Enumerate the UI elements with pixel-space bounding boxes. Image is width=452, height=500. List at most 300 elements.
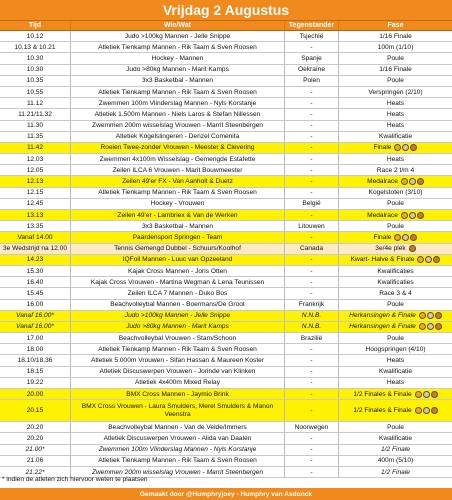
cell-time-text: Vanaf 16.00* <box>16 312 54 320</box>
cell-phase <box>339 232 452 242</box>
cell-phase <box>339 154 452 164</box>
cell-opponent-text: - <box>310 144 313 152</box>
table-row <box>0 311 452 322</box>
cell-opponent-text: Brazilië <box>300 334 323 342</box>
cell-event-text: BMX Cross Mannen - Jaymio Brink <box>126 390 229 398</box>
cell-phase-text: Poule <box>387 334 404 342</box>
cell-phase-text: Verspringen (2/10) <box>368 88 423 96</box>
bronze-medal-icon <box>409 245 416 252</box>
cell-event-text: Zwemmen 200m wisselslag Vrouwen - Marrit Steenbergen <box>91 468 264 476</box>
cell-event-text: Beachvolleybal Mannen - Van de Velde/Immers <box>108 423 247 431</box>
cell-event-text: IQFoil Mannen - Luuc van Opzeeland <box>122 256 233 264</box>
cell-event <box>71 433 285 443</box>
cell-time-text: 20.15 <box>26 407 44 415</box>
cell-phase <box>339 87 452 97</box>
cell-opponent <box>285 389 339 399</box>
cell-phase <box>339 31 452 41</box>
cell-opponent <box>285 143 339 153</box>
cell-phase <box>339 53 452 63</box>
cell-phase-text: Kwalificatie <box>379 368 412 376</box>
cell-event-text: Tennis Gemengd Dubbel - Schuurs/Koolhof <box>114 245 241 253</box>
table-row <box>0 445 452 456</box>
cell-time <box>0 255 71 265</box>
cell-phase <box>339 422 452 432</box>
cell-phase-text: Kwalificaties <box>377 278 414 286</box>
table-row <box>0 98 452 109</box>
medal-icons <box>418 312 442 319</box>
cell-event <box>71 132 285 142</box>
cell-event-text: Zwemmen 200m wisselslag Vrouwen - Marrit Steenbergen <box>92 122 263 130</box>
cell-time <box>0 433 71 443</box>
cell-phase <box>339 389 452 399</box>
cell-opponent <box>285 76 339 86</box>
table-row <box>0 199 452 210</box>
cell-time <box>0 132 71 142</box>
cell-opponent-text: Litouwen <box>298 222 325 230</box>
cell-time-text: 18.00 <box>26 345 44 353</box>
table-row <box>0 65 452 76</box>
cell-time-text: 10.12 <box>26 32 44 40</box>
cell-phase-text: Kwalificatie <box>379 434 412 442</box>
cell-time <box>0 42 71 52</box>
cell-opponent-text: - <box>310 110 313 118</box>
header-wiewat: Wie/Wat <box>71 21 285 30</box>
cell-time <box>0 143 71 153</box>
cell-event <box>71 400 285 421</box>
cell-phase-text: 1/16 Finale <box>379 66 412 74</box>
cell-event <box>71 87 285 97</box>
cell-time <box>0 367 71 377</box>
cell-event-text: Judo >100kg Mannen - Jelle Snippe <box>124 32 231 40</box>
cell-phase-text: Heats <box>386 110 405 118</box>
cell-opponent-text: - <box>310 88 313 96</box>
cell-event <box>71 311 285 321</box>
cell-event <box>71 344 285 354</box>
table-row <box>0 300 452 311</box>
cell-opponent-text: Polen <box>303 77 320 85</box>
cell-opponent-text: - <box>310 43 313 51</box>
cell-phase <box>339 456 452 466</box>
table-row <box>0 210 452 221</box>
cell-event-text: Beachvolleybal Mannen - Boermans/De Groot <box>110 301 245 309</box>
cell-opponent-text: - <box>310 468 313 476</box>
cell-time <box>0 154 71 164</box>
cell-opponent-text: - <box>310 446 313 454</box>
cell-time <box>0 445 71 455</box>
cell-event-text: Paardensport Springen - Team <box>132 233 223 241</box>
cell-phase-text: Herkansingen & Finale <box>349 312 416 320</box>
cell-opponent <box>285 333 339 343</box>
cell-phase <box>339 300 452 310</box>
silver-medal-icon <box>423 407 430 414</box>
cell-event <box>71 232 285 242</box>
cell-opponent-text: - <box>310 289 313 297</box>
cell-opponent-text: N.N.B. <box>301 312 322 320</box>
table-row <box>0 333 452 344</box>
cell-event <box>71 31 285 41</box>
silver-medal-icon <box>409 212 416 219</box>
medal-icons <box>418 323 442 330</box>
cell-opponent <box>285 378 339 388</box>
gold-medal-icon <box>419 323 426 330</box>
table-row <box>0 132 452 143</box>
cell-opponent-text: - <box>310 211 313 219</box>
cell-event <box>71 210 285 220</box>
gold-medal-icon <box>394 234 401 241</box>
cell-time <box>0 277 71 287</box>
cell-event <box>71 422 285 432</box>
cell-opponent-text: - <box>310 189 313 197</box>
cell-opponent <box>285 300 339 310</box>
cell-time <box>0 288 71 298</box>
cell-event <box>71 288 285 298</box>
cell-event <box>71 143 285 153</box>
cell-time <box>0 322 71 332</box>
cell-phase-text: Poule <box>387 301 404 309</box>
cell-event <box>71 355 285 365</box>
table-row <box>0 232 452 243</box>
cell-phase <box>339 367 452 377</box>
cell-opponent-text: - <box>310 390 313 398</box>
cell-opponent-text: - <box>310 379 313 387</box>
cell-phase <box>339 333 452 343</box>
cell-time-text: 10.30 <box>26 66 44 74</box>
cell-time-text: 11.21/11.32 <box>18 110 52 118</box>
medal-icons <box>393 144 417 151</box>
cell-time <box>0 188 71 198</box>
cell-opponent <box>285 154 339 164</box>
cell-opponent <box>285 176 339 186</box>
cell-opponent <box>285 232 339 242</box>
cell-time-text: 11.42 <box>26 144 43 152</box>
cell-event-text: Zwemmen 100m Vlinderslag Mannen - Nyls Korstanje <box>98 446 257 454</box>
cell-time-text: 12.05 <box>26 166 44 174</box>
header-tegenstander: Tegenstander <box>285 21 339 30</box>
cell-opponent-text: - <box>310 166 313 174</box>
cell-opponent <box>285 433 339 443</box>
cell-phase-text: Hoogspringen (4/10) <box>365 345 426 353</box>
cell-opponent-text: Frankrijk <box>298 301 325 309</box>
cell-opponent-text: Oekraïne <box>297 66 326 74</box>
cell-opponent <box>285 42 339 52</box>
cell-opponent-text: Noorwegen <box>294 423 329 431</box>
cell-opponent <box>285 87 339 97</box>
cell-time <box>0 400 71 421</box>
cell-phase <box>339 344 452 354</box>
cell-opponent <box>285 221 339 231</box>
cell-event-text: Atletiek Discuswerpen Vrouwen - Alida van Daalen <box>103 434 252 442</box>
cell-time <box>0 98 71 108</box>
cell-event-text: Atletiek Tienkamp Mannen - Rik Taam & Sven Roosen <box>98 345 257 353</box>
cell-opponent <box>285 344 339 354</box>
cell-opponent-text: - <box>310 256 313 264</box>
cell-time <box>0 456 71 466</box>
cell-opponent-text: - <box>310 357 313 365</box>
cell-event-text: 3x3 Basketbal - Mannen <box>141 77 214 85</box>
cell-event <box>71 176 285 186</box>
cell-phase <box>339 76 452 86</box>
cell-phase <box>339 378 452 388</box>
cell-opponent-text: Spanje <box>301 54 322 62</box>
cell-opponent <box>285 422 339 432</box>
cell-opponent-text: België <box>302 200 321 208</box>
table-row <box>0 422 452 433</box>
cell-phase <box>339 42 452 52</box>
cell-opponent <box>285 367 339 377</box>
cell-opponent <box>285 244 339 254</box>
cell-phase-text: Poule <box>387 77 404 85</box>
cell-phase-text: Heats <box>386 99 405 107</box>
medal-icons <box>393 234 417 241</box>
cell-time <box>0 221 71 231</box>
cell-phase <box>339 199 452 209</box>
cell-time <box>0 266 71 276</box>
cell-opponent <box>285 255 339 265</box>
cell-time <box>0 378 71 388</box>
cell-time <box>0 422 71 432</box>
cell-time-text: 3e Wedstrijd na 12.00 <box>2 245 68 253</box>
table-row <box>0 433 452 444</box>
cell-event <box>71 76 285 86</box>
cell-event <box>71 165 285 175</box>
cell-opponent-text: - <box>310 368 313 376</box>
cell-time-text: 10.55 <box>26 88 44 96</box>
cell-event <box>71 456 285 466</box>
cell-time <box>0 311 71 321</box>
gold-medal-icon <box>394 144 401 151</box>
cell-phase-text: Herkansingen & Finale <box>349 323 416 331</box>
cell-opponent-text: - <box>310 267 313 275</box>
cell-time-text: 20.20 <box>26 423 44 431</box>
cell-phase-text: 3e/4e plek <box>375 245 406 253</box>
cell-time-text: 13.35 <box>26 222 44 230</box>
footer-credit: Gemaakt door @Humphryjoey - Humphry van Asdonck <box>0 488 452 500</box>
cell-time-text: 16.40 <box>26 278 44 286</box>
cell-phase <box>339 255 452 265</box>
cell-time-text: 19.22 <box>26 379 44 387</box>
silver-medal-icon <box>427 312 434 319</box>
cell-time-text: 10.30 <box>26 54 44 62</box>
cell-opponent-text: - <box>310 345 313 353</box>
cell-event <box>71 266 285 276</box>
cell-time-text: Vanaf 14.00 <box>17 233 53 241</box>
cell-event-text: Hockey - Vrouwen <box>150 200 205 208</box>
cell-event <box>71 255 285 265</box>
cell-time-text: 20.20 <box>26 434 44 442</box>
table-row <box>0 277 452 288</box>
cell-event-text: Zeilen ILCA 6 Vrouwen - Marit Bouwmeester <box>112 166 243 174</box>
cell-time <box>0 344 71 354</box>
cell-opponent <box>285 311 339 321</box>
cell-time <box>0 232 71 242</box>
table-header <box>0 21 452 31</box>
cell-time-text: 21.22* <box>25 468 45 476</box>
cell-time <box>0 87 71 97</box>
cell-time <box>0 176 71 186</box>
cell-phase-text: Heats <box>386 155 405 163</box>
table-row <box>0 154 452 165</box>
table-row <box>0 76 452 87</box>
cell-event-text: Atletiek Discuswerpen Vrouwen - Jorinde van Klinken <box>99 368 256 376</box>
cell-time-text: 13.13 <box>26 211 44 219</box>
cell-event <box>71 333 285 343</box>
cell-opponent <box>285 355 339 365</box>
cell-opponent-text: - <box>310 278 313 286</box>
cell-time <box>0 199 71 209</box>
cell-event-text: Judo >100kg Mannen - Jelle Snippe <box>124 312 231 320</box>
cell-opponent-text: - <box>310 233 313 241</box>
cell-phase-text: 400m (5/10) <box>377 457 414 465</box>
cell-time <box>0 109 71 119</box>
gold-medal-icon <box>417 256 424 263</box>
cell-opponent <box>285 199 339 209</box>
cell-time <box>0 65 71 75</box>
cell-event <box>71 53 285 63</box>
cell-opponent <box>285 188 339 198</box>
cell-phase-text: Poule <box>387 423 404 431</box>
silver-medal-icon <box>409 178 416 185</box>
cell-time-text: 20.00 <box>26 390 44 398</box>
cell-phase-text: Heats <box>386 379 405 387</box>
cell-phase-text: 1/2 Finales & Finale <box>353 407 412 415</box>
medal-icons <box>414 391 438 398</box>
cell-event-text: Judo >80kg Mannen - Marit Kamps <box>126 323 229 331</box>
silver-medal-icon <box>402 234 409 241</box>
header-fase: Fase <box>387 22 404 29</box>
bronze-medal-icon <box>435 323 442 330</box>
cell-opponent <box>285 210 339 220</box>
table-row <box>0 244 452 255</box>
cell-time-text: 10.13 & 10.21 <box>14 43 56 51</box>
cell-phase <box>339 445 452 455</box>
table-row <box>0 176 452 187</box>
cell-event <box>71 322 285 332</box>
cell-phase <box>339 65 452 75</box>
table-row <box>0 266 452 277</box>
cell-time-text: 10.35 <box>26 77 44 85</box>
cell-event <box>71 277 285 287</box>
schedule-table <box>0 31 452 478</box>
cell-event <box>71 109 285 119</box>
cell-phase-text: Medalrace <box>367 211 398 219</box>
bronze-medal-icon <box>431 391 438 398</box>
cell-time-text: 15.30 <box>26 267 44 275</box>
cell-event-text: 3x3 Basketbal - Mannen <box>141 222 214 230</box>
cell-time-text: 12.13 <box>26 178 44 186</box>
cell-event <box>71 199 285 209</box>
table-row <box>0 143 452 154</box>
gold-medal-icon <box>419 312 426 319</box>
cell-event <box>71 65 285 75</box>
cell-event <box>71 98 285 108</box>
gold-medal-icon <box>415 407 422 414</box>
cell-phase <box>339 109 452 119</box>
cell-opponent-text: - <box>310 178 313 186</box>
footnote: * indien de atleten zich hiervoor weten te plaatsen <box>2 476 148 483</box>
table-row <box>0 53 452 64</box>
cell-phase-text: Poule <box>387 200 404 208</box>
header-tijd: Tijd <box>0 21 71 30</box>
cell-event-text: Atletiek 1.500m Mannen - Niels Laros & Stefan Nillessen <box>94 110 261 118</box>
cell-phase-text: 1/16 Finale <box>379 32 412 40</box>
medal-icons <box>400 178 424 185</box>
cell-time-text: 12.03 <box>26 155 44 163</box>
cell-time <box>0 355 71 365</box>
cell-phase-text: Race 2 t/m 4 <box>376 166 415 174</box>
cell-opponent <box>285 165 339 175</box>
cell-phase <box>339 467 452 477</box>
cell-event-text: Hockey - Mannen <box>151 54 204 62</box>
cell-opponent <box>285 277 339 287</box>
cell-event-text: Atletiek Tienkamp Mannen - Rik Taam & Sven Roosen <box>98 189 257 197</box>
cell-opponent-text: - <box>310 407 313 415</box>
cell-event-text: Kajak Cross Vrouwen - Martina Wegman & Lena Teunissen <box>90 278 265 286</box>
cell-phase-text: 1/2 Finale <box>381 468 410 476</box>
table-row <box>0 188 452 199</box>
cell-phase <box>339 165 452 175</box>
table-row <box>0 367 452 378</box>
cell-phase <box>339 400 452 421</box>
table-row <box>0 456 452 467</box>
cell-event <box>71 367 285 377</box>
cell-phase-text: Kwalificaties <box>377 267 414 275</box>
cell-time <box>0 244 71 254</box>
cell-event <box>71 42 285 52</box>
table-row <box>0 165 452 176</box>
cell-time-text: 11.30 <box>26 122 43 130</box>
cell-event <box>71 188 285 198</box>
cell-time-text: 17.00 <box>26 334 44 342</box>
table-row <box>0 378 452 389</box>
cell-opponent-text: - <box>310 155 313 163</box>
cell-time <box>0 389 71 399</box>
table-row <box>0 87 452 98</box>
cell-opponent-text: - <box>310 457 313 465</box>
table-row <box>0 400 452 422</box>
cell-phase <box>339 311 452 321</box>
cell-opponent <box>285 109 339 119</box>
cell-opponent <box>285 456 339 466</box>
cell-phase-text: Medalrace <box>367 178 398 186</box>
cell-time <box>0 300 71 310</box>
cell-opponent-text: Tsjechië <box>299 32 324 40</box>
table-row <box>0 322 452 333</box>
cell-opponent <box>285 288 339 298</box>
cell-event-text: Zwemmen 100m Vlinderslag Mannen - Nyls Korstanje <box>98 99 257 107</box>
cell-time-text: 18.15 <box>26 368 44 376</box>
cell-phase <box>339 176 452 186</box>
cell-time-text: 12.15 <box>26 189 44 197</box>
cell-opponent <box>285 121 339 131</box>
cell-time-text: 15.45 <box>26 289 44 297</box>
table-row <box>0 221 452 232</box>
cell-phase <box>339 355 452 365</box>
cell-event-text: Atletiek Tienkamp Mannen - Rik Taam & Sven Roosen <box>98 43 257 51</box>
cell-phase-text: Poule <box>387 222 404 230</box>
bronze-medal-icon <box>410 144 417 151</box>
cell-time-text: 18.10/18.36 <box>17 357 53 365</box>
cell-time-text: 21.06 <box>26 457 44 465</box>
bronze-medal-icon <box>431 407 438 414</box>
cell-event-text: Beachvolleybal Vrouwen - Stam/Schoon <box>118 334 237 342</box>
bronze-medal-icon <box>433 256 440 263</box>
cell-time <box>0 76 71 86</box>
cell-opponent-text: - <box>310 99 313 107</box>
medal-icons <box>416 256 440 263</box>
cell-event-text: Atletiek Kogelslingeren - Denzel Comenita <box>115 133 240 141</box>
cell-time-text: 14.23 <box>26 256 44 264</box>
cell-phase-text: Race 3 & 4 <box>379 289 412 297</box>
